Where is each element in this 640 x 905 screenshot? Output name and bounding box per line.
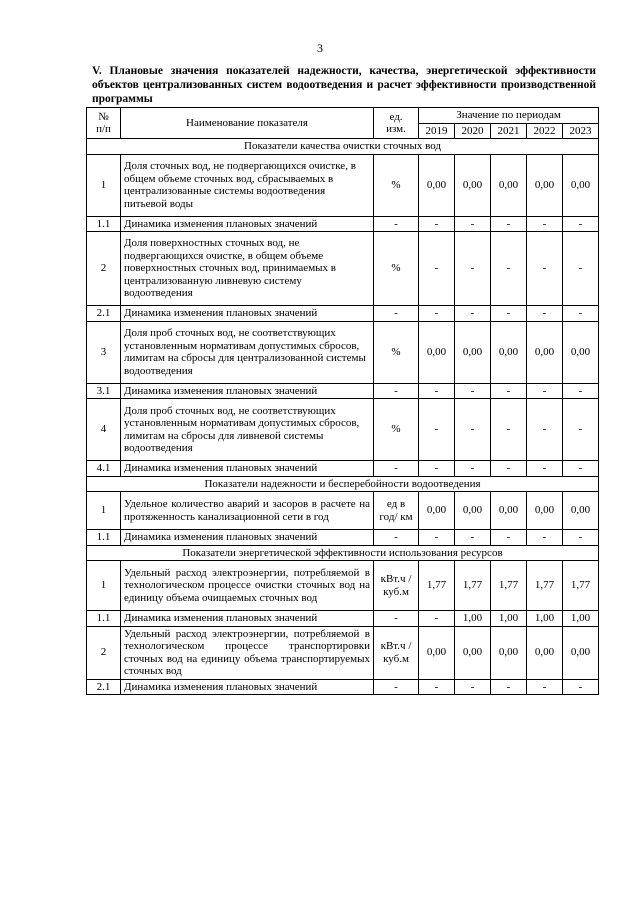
indicator-name: Удельный расход электроэнергии, потребляемой в технологическом процессе очистки сточных вод на единицу объема очищаемых сточных вод — [121, 561, 374, 611]
indicator-name: Динамика изменения плановых значений — [121, 461, 374, 477]
row-number: 2.1 — [87, 306, 121, 322]
row-number: 4 — [87, 399, 121, 461]
period-value: 1,00 — [563, 611, 599, 627]
row-number: 3.1 — [87, 383, 121, 399]
period-value: 0,00 — [563, 626, 599, 679]
unit: ед в год/ км — [374, 492, 419, 530]
unit: % — [374, 321, 419, 383]
row-number: 2 — [87, 626, 121, 679]
page-number: 3 — [317, 41, 323, 55]
table-row — [87, 306, 599, 322]
period-value: - — [491, 383, 527, 399]
row-number: 2.1 — [87, 679, 121, 695]
section-title: Показатели надежности и бесперебойности водоотведения — [87, 476, 599, 492]
table-row — [87, 321, 599, 383]
period-value: - — [563, 679, 599, 695]
period-value: - — [455, 530, 491, 546]
period-value: - — [563, 461, 599, 477]
table-row — [87, 154, 599, 216]
indicators-table — [86, 107, 599, 695]
period-value: - — [455, 399, 491, 461]
row-number: 1 — [87, 561, 121, 611]
period-value: 0,00 — [527, 154, 563, 216]
col-unit-line2: изм. — [386, 123, 406, 135]
period-value: 1,77 — [419, 561, 455, 611]
period-value: 1,00 — [491, 611, 527, 627]
col-unit-line1: ед. — [389, 110, 403, 123]
unit: - — [374, 679, 419, 695]
indicator-name: Динамика изменения плановых значений — [121, 679, 374, 695]
row-number: 1.1 — [87, 611, 121, 627]
period-value: - — [527, 530, 563, 546]
period-value: - — [527, 216, 563, 232]
row-number: 1 — [87, 154, 121, 216]
period-value: - — [455, 306, 491, 322]
period-value: - — [419, 679, 455, 695]
period-value: - — [563, 399, 599, 461]
table-row — [87, 461, 599, 477]
section-heading: V. Плановые значения показателей надежности, качества, энергетической эффективности объектов централизованных систем водоотведения и расчет эффективности производственной программы — [92, 65, 596, 105]
period-value: 0,00 — [491, 154, 527, 216]
period-value: - — [455, 216, 491, 232]
period-value: 0,00 — [491, 321, 527, 383]
period-value: 1,77 — [527, 561, 563, 611]
section-title: Показатели энергетической эффективности использования ресурсов — [87, 545, 599, 561]
section-title: Показатели качества очистки сточных вод — [87, 139, 599, 155]
table-row — [87, 530, 599, 546]
period-value: 0,00 — [419, 492, 455, 530]
year-header: 2020 — [455, 123, 491, 139]
period-value: - — [527, 461, 563, 477]
indicator-name: Доля поверхностных сточных вод, не подвергающихся очистке, в общем объеме поверхностных сточных вод, принимаемых в централизованную ливневую систему водоотведения — [121, 232, 374, 306]
year-header: 2022 — [527, 123, 563, 139]
period-value: - — [491, 461, 527, 477]
period-value: - — [563, 306, 599, 322]
period-value: - — [491, 306, 527, 322]
col-num-header — [87, 108, 121, 139]
period-value: - — [455, 679, 491, 695]
period-value: 0,00 — [527, 626, 563, 679]
period-value: - — [527, 679, 563, 695]
unit: кВт.ч / куб.м — [374, 561, 419, 611]
period-value: - — [419, 306, 455, 322]
indicator-name: Динамика изменения плановых значений — [121, 383, 374, 399]
col-name-header: Наименование показателя — [121, 108, 374, 139]
col-num-line2: п/п — [96, 123, 111, 135]
period-value: 0,00 — [491, 626, 527, 679]
period-value: 0,00 — [455, 626, 491, 679]
period-value: - — [563, 383, 599, 399]
period-value: 0,00 — [563, 321, 599, 383]
unit: % — [374, 232, 419, 306]
row-number: 2 — [87, 232, 121, 306]
section-header-row — [87, 476, 599, 492]
period-value: - — [455, 232, 491, 306]
period-value: - — [491, 216, 527, 232]
period-value: - — [527, 306, 563, 322]
period-value: - — [527, 383, 563, 399]
unit: - — [374, 383, 419, 399]
table-row — [87, 561, 599, 611]
table-row — [87, 679, 599, 695]
period-value: - — [527, 232, 563, 306]
period-value: 0,00 — [563, 154, 599, 216]
table-row — [87, 216, 599, 232]
indicator-name: Динамика изменения плановых значений — [121, 306, 374, 322]
indicator-name: Динамика изменения плановых значений — [121, 611, 374, 627]
period-value: 0,00 — [419, 321, 455, 383]
period-value: - — [563, 216, 599, 232]
period-value: 0,00 — [455, 492, 491, 530]
period-value: 1,00 — [527, 611, 563, 627]
col-periods-header: Значение по периодам — [419, 108, 599, 124]
table-row — [87, 399, 599, 461]
period-value: - — [491, 399, 527, 461]
period-value: 0,00 — [563, 492, 599, 530]
year-header: 2019 — [419, 123, 455, 139]
period-value: - — [419, 383, 455, 399]
unit: - — [374, 216, 419, 232]
row-number: 1.1 — [87, 530, 121, 546]
table-row — [87, 492, 599, 530]
table-row — [87, 232, 599, 306]
indicator-name: Удельный расход электроэнергии, потребляемой в технологическом процессе транспортировки сточных вод на единицу объема транспортируемых сточных вод — [121, 626, 374, 679]
unit: - — [374, 461, 419, 477]
period-value: - — [491, 530, 527, 546]
indicator-name: Удельное количество аварий и засоров в расчете на протяженность канализационной сети в год — [121, 492, 374, 530]
period-value: - — [419, 530, 455, 546]
row-number: 4.1 — [87, 461, 121, 477]
indicator-name: Динамика изменения плановых значений — [121, 216, 374, 232]
period-value: 1,77 — [455, 561, 491, 611]
year-header: 2023 — [563, 123, 599, 139]
unit: % — [374, 399, 419, 461]
table-row — [87, 383, 599, 399]
period-value: 0,00 — [491, 492, 527, 530]
table-row — [87, 611, 599, 627]
section-header-row — [87, 545, 599, 561]
period-value: - — [491, 679, 527, 695]
period-value: 0,00 — [527, 321, 563, 383]
period-value: 1,77 — [491, 561, 527, 611]
period-value: 1,00 — [455, 611, 491, 627]
period-value: - — [419, 461, 455, 477]
col-num-line1: № — [98, 110, 109, 123]
indicator-name: Динамика изменения плановых значений — [121, 530, 374, 546]
table-row — [87, 626, 599, 679]
period-value: - — [491, 232, 527, 306]
period-value: - — [419, 232, 455, 306]
period-value: - — [419, 399, 455, 461]
period-value: 1,77 — [563, 561, 599, 611]
period-value: 0,00 — [455, 321, 491, 383]
row-number: 3 — [87, 321, 121, 383]
indicator-name: Доля проб сточных вод, не соответствующих установленным нормативам допустимых сбросов, лимитам на сбросы для ливневой системы водоотведения — [121, 399, 374, 461]
period-value: - — [455, 383, 491, 399]
period-value: - — [527, 399, 563, 461]
section-header-row — [87, 139, 599, 155]
unit: - — [374, 611, 419, 627]
period-value: 0,00 — [455, 154, 491, 216]
period-value: - — [419, 216, 455, 232]
unit: - — [374, 306, 419, 322]
indicator-name: Доля проб сточных вод, не соответствующих установленным нормативам допустимых сбросов, лимитам на сбросы для централизованной системы водоотведения — [121, 321, 374, 383]
col-unit-header — [374, 108, 419, 139]
period-value: - — [455, 461, 491, 477]
unit: - — [374, 530, 419, 546]
indicator-name: Доля сточных вод, не подвергающихся очистке, в общем объеме сточных вод, сбрасываемых в централизованные системы водоотведения питьевой воды — [121, 154, 374, 216]
period-value: 0,00 — [419, 626, 455, 679]
period-value: - — [419, 611, 455, 627]
row-number: 1 — [87, 492, 121, 530]
period-value: - — [563, 232, 599, 306]
row-number: 1.1 — [87, 216, 121, 232]
period-value: 0,00 — [527, 492, 563, 530]
period-value: - — [563, 530, 599, 546]
period-value: 0,00 — [419, 154, 455, 216]
unit: кВт.ч / куб.м — [374, 626, 419, 679]
year-header: 2021 — [491, 123, 527, 139]
unit: % — [374, 154, 419, 216]
